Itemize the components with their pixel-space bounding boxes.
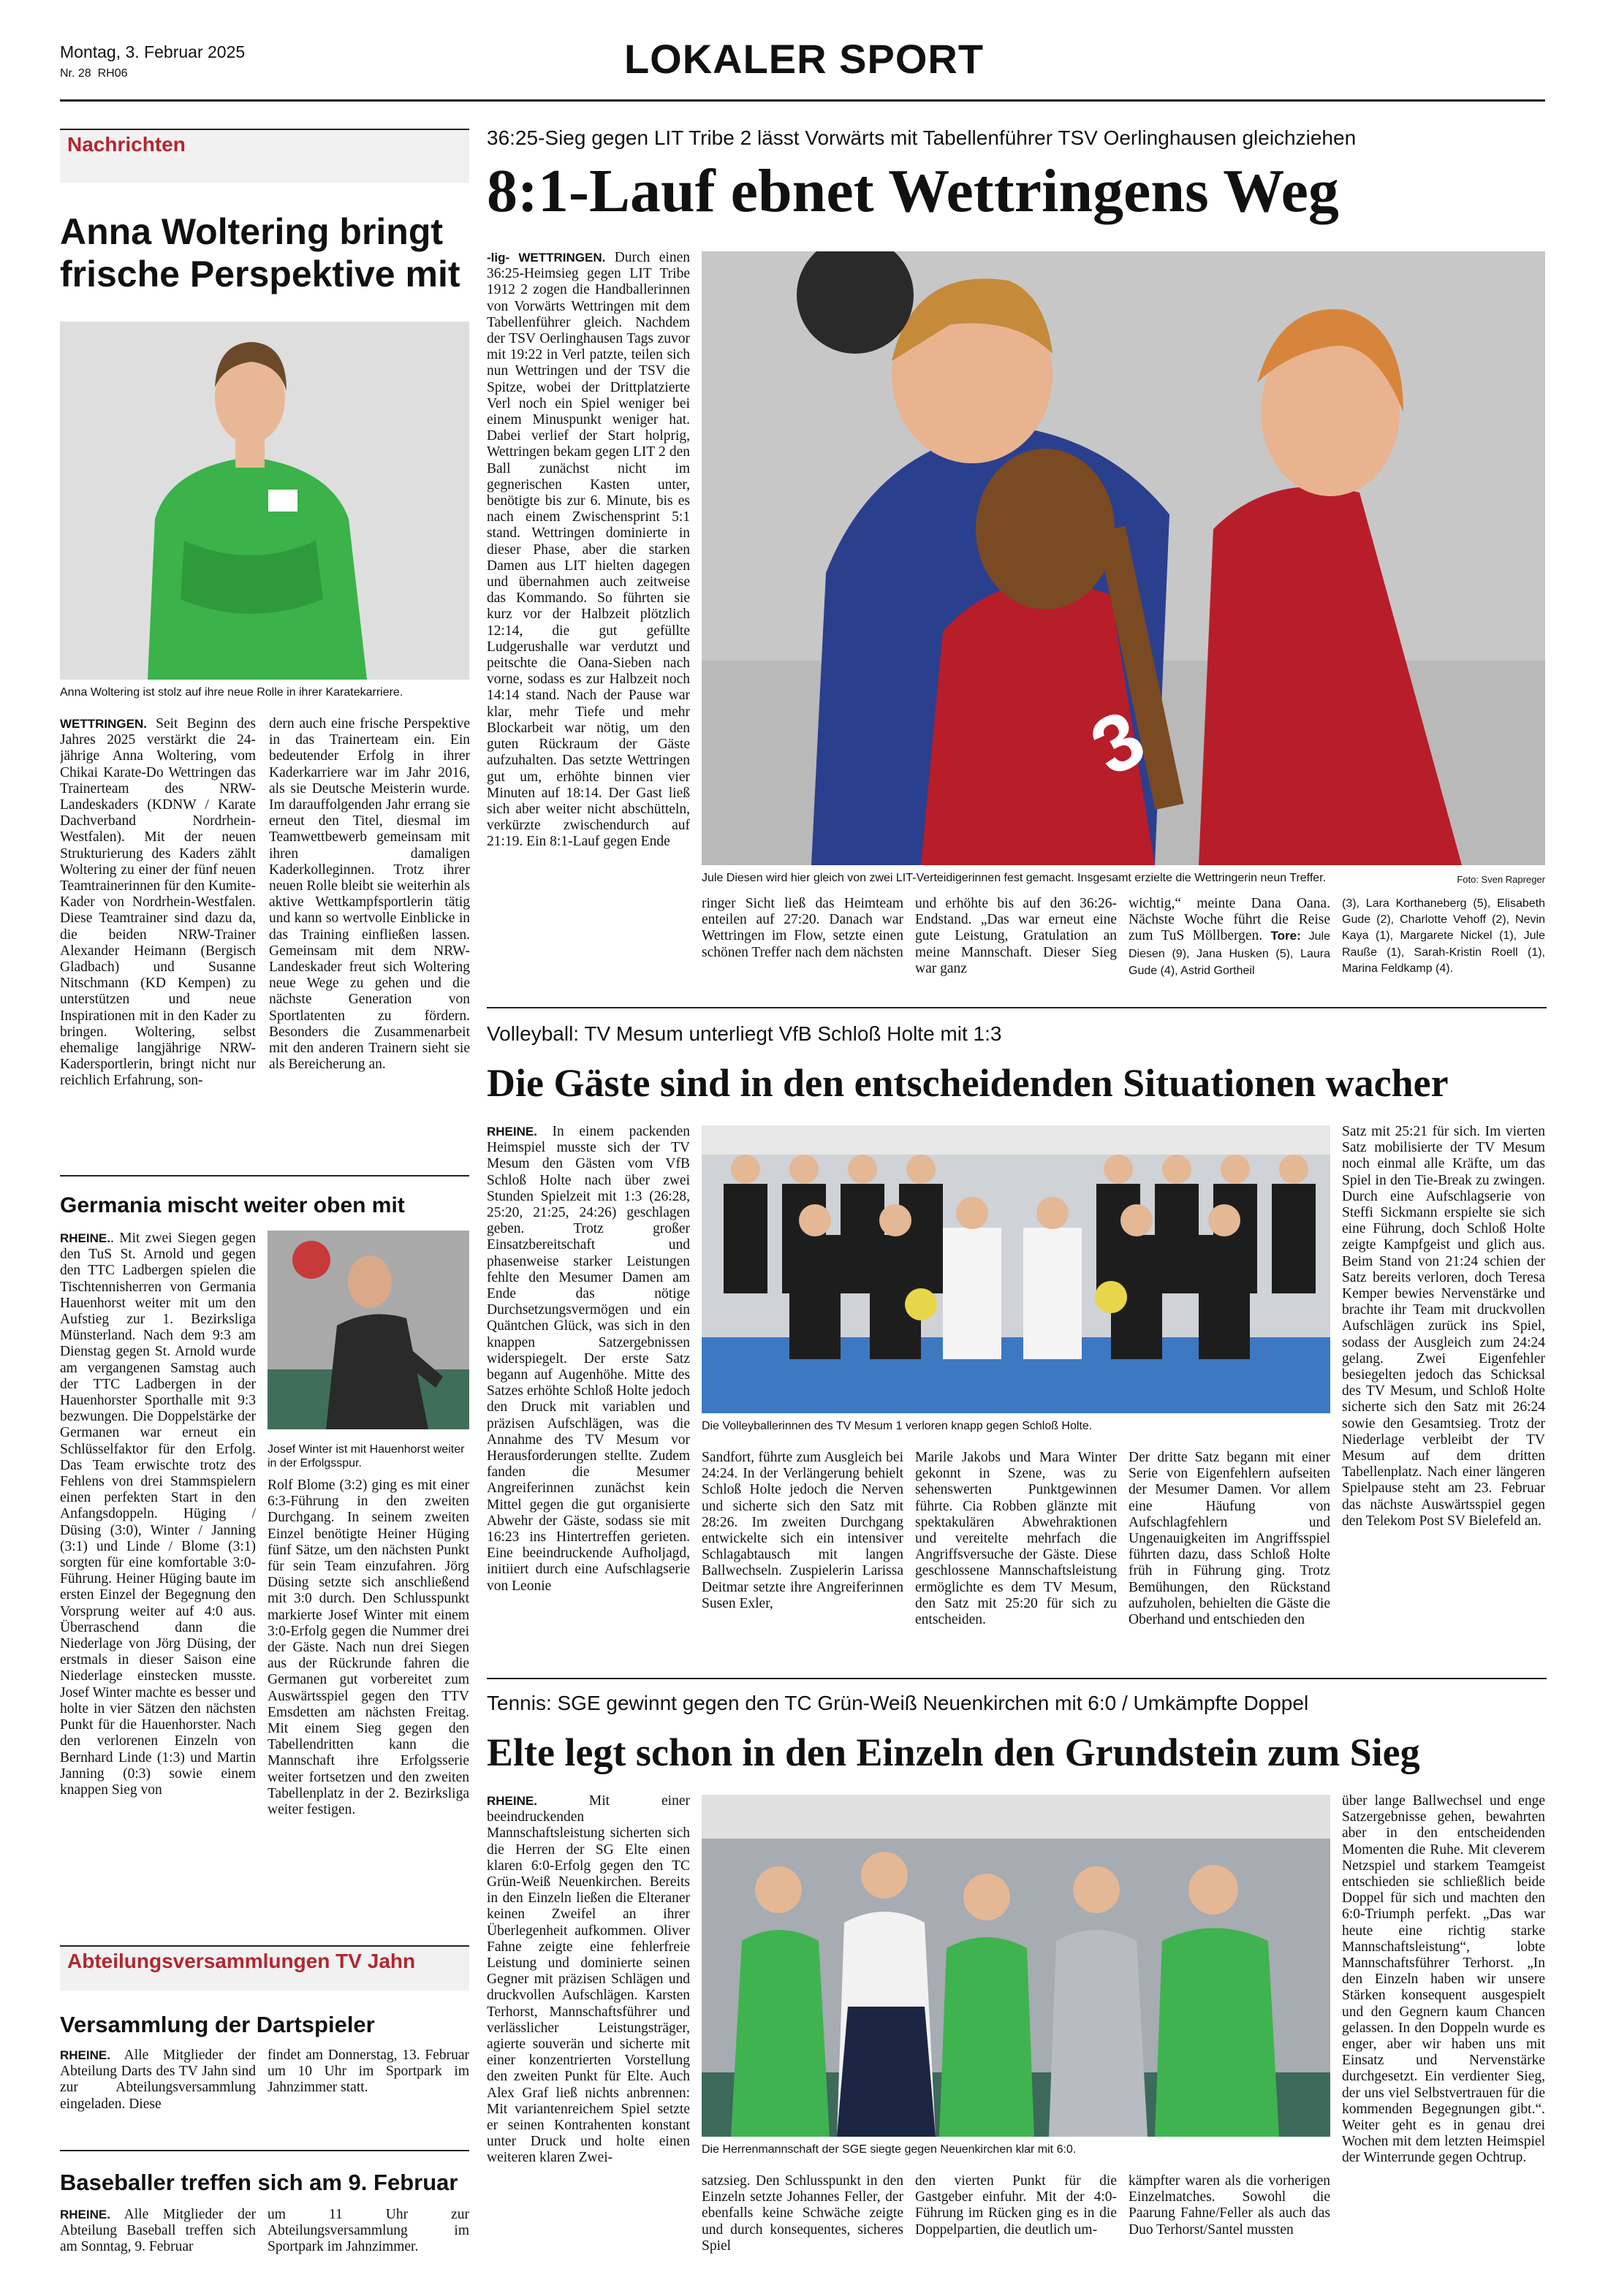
article-body-handball-col3: und erhöhte bis auf den 36:26-Endstand. „Das war erneut eine gute Leistung, Gratulation an meine Mannschaft. Dieser Sieg war ganz bbox=[915, 896, 1117, 976]
article-body-volleyball-col2: Sandfort, führte zum Ausgleich bei 24:24. In der Verlängerung behielt Schloß Holte jedoch die Nerven und sicherte sich den Satz mit 28:26. Im zweiten Durchgang entwickelte sich ein intensiver Schlagabtausch mit langen Ballwechseln. Zuspielerin Larissa Deitmar setzte ihre Angreiferinnen Susen Exler, bbox=[702, 1450, 903, 1611]
article-body-baseball-col1: RHEINE. Alle Mitglieder der Abteilung Baseball treffen sich am Sonntag, 9. Februar bbox=[60, 2207, 256, 2255]
kicker-handball: 36:25-Sieg gegen LIT Tribe 2 lässt Vorwärts mit Tabellenführer TSV Oerlinghausen gleichziehen bbox=[487, 126, 1357, 149]
article-body-tennis-col4: kämpfter waren als die vorherigen Einzelmatches. Sowohl die Paarung Fahne/Feller als auch das Duo Terhorst/Santel mussten bbox=[1129, 2173, 1330, 2238]
photo-anna-woltering bbox=[60, 322, 469, 680]
article-body-volleyball-col5: Satz mit 25:21 für sich. Im vierten Satz mobilisierte der TV Mesum noch einmal alle Kräfte, um das Spiel in den Tie-Break zu zwingen. Durch eine Aufschlagserie von Steffi Sickmann erspielte sie sich eine Führung, doch Schloß Holte zeigte Kampfgeist und glich aus. Beim Stand von 21:24 schien der Satz bereits verloren, doch Teresa Kemper bewies Nervenstärke und brachte ihr Team mit druckvollen Aufschlägen zurück ins Spiel, sodass der Ausgleich zum 24:24 gelang. Zwei Eigenfehler besiegelten jedoch das Schicksal des TV Mesum, und Schloß Holte sicherte sich den Satz mit 26:24 sowie den Gesamtsieg. Trotz der Niederlage verbleibt der TV Mesum auf dem dritten Tabellenplatz. Nach einer längeren Spielpause steht am 23. Februar das nächste Auswärtsspiel gegen den Telekom Post SV Bielefeld an. bbox=[1342, 1124, 1545, 1529]
divider bbox=[487, 1007, 1547, 1008]
article-body-tennis-col1: RHEINE. Mit einer beeindruckenden Mannschaftsleistung sicherten sich die Herren der SG Elte einen klaren 6:0-Erfolg gegen den TC Grün-Weiß Neuenkirchen. Bereits in den Einzeln ließen die Elteraner keinen Zweifel an ihrer Überlegenheit aufkommen. Oliver Fahne zeigte eine fehlerfreie Leistung und dominierte seinen Gegner mit präzisen Schlägen und druckvollen Aufschlägen. Karsten Terhorst, Mannschaftsführer und verlässlicher Leistungsträger, agierte souverän und sicherte mit einer konzentrierten Vorstellung den zweiten Punkt für Elte. Auch Alex Graf ließ nichts anbrennen: Mit variantenreichem Spiel setzte er seinen Kontrahenten konstant unter Druck und holte einen weiteren klaren Zwei- bbox=[487, 1793, 690, 2166]
section-tag-news: Nachrichten bbox=[60, 129, 469, 183]
section-tag-tv-jahn: Abteilungsversammlungen TV Jahn bbox=[60, 1945, 469, 1991]
article-title-baseball: Baseballer treffen sich am 9. Februar bbox=[60, 2170, 458, 2195]
section-title: LOKALER SPORT bbox=[623, 36, 985, 82]
kicker-tennis: Tennis: SGE gewinnt gegen den TC Grün-Weiß Neuenkirchen mit 6:0 / Umkämpfte Doppel bbox=[487, 1692, 1309, 1714]
article-body-baseball-col2: um 11 Uhr zur Abteilungsversammlung im Sportpark im Jahnzimmer. bbox=[268, 2207, 469, 2255]
issue-date: Montag, 3. Februar 2025 bbox=[60, 42, 246, 61]
article-body-tennis-col5: über lange Ballwechsel und enge Satzergebnisse gehen, bewahrten aber in den entscheidenden Momenten die Ruhe. Mit cleverem Netzspiel und starkem Teamgeist entschieden sie schließlich beide Doppel für sich und machten den 6:0-Triumph perfekt. „Das war heute eine richtig starke Mannschaftsleistung“, lobte Mannschaftsführer Terhorst. „In den Einzeln haben wir unsere Stärken konsequent ausgespielt und den Gegnern kaum Chancen gelassen. In den Doppeln wurde es enger, aber wir haben uns mit Einsatz und Nervenstärke durchgesetzt. Ein verdienter Sieg, der uns viel Selbstvertrauen für die kommenden Begegnungen gibt.“. Weiter geht es in genau drei Wochen mit dem letzten Heimspiel der Winterrunde gegen Ochtrup. bbox=[1342, 1793, 1545, 2166]
article-body-volleyball-col4: Der dritte Satz begann mit einer Serie von Eigenfehlern aufseiten der Mesumer Damen. Vor allem eine Häufung von Aufschlagfehlern und Ungenauigkeiten im Angriffsspiel führten dazu, dass Schloß Holte früh in Führung ging. Trotz Bemühungen, den Rückstand aufzuholen, behielten die Gäste die Oberhand und entschieden den bbox=[1129, 1450, 1330, 1628]
article-title-volleyball: Die Gäste sind in den entscheidenden Situationen wacher bbox=[487, 1061, 1449, 1105]
article-title-tennis: Elte legt schon in den Einzeln den Grundstein zum Sieg bbox=[487, 1730, 1420, 1774]
article-body-anna-col2: dern auch eine frische Perspektive in das Trainerteam ein. Ein bedeutender Erfolg in ihrer Kaderkarriere war im Jahr 2016, als sie Deutsche Meisterin wurde. Im darauffolgenden Jahr errang sie erneut den Titel, diesmal im Teamwettbewerb gemeinsam mit ihren damaligen Kaderkolleginnen. Trotz ihrer neuen Rolle bleibt sie weiterhin als aktive Wettkampfsportlerin tätig und kann so wertvolle Einblicke in das Training einfließen lassen. Gemeinsam mit dem NRW-Landeskader freut sich Woltering neue Wege zu gehen und die nächste Generation von Sportlatenten zu fördern. Besonders die Zusammenarbeit mit den anderen Trainern sieht sie als Bereicherung an. bbox=[269, 716, 470, 1073]
article-body-volleyball-col1: RHEINE. In einem packenden Heimspiel musste sich der TV Mesum den Gästen vom VfB Schloß Holte nach über zwei Stunden Spielzeit mit 1:3 (26:28, 25:20, 21:25, 24:26) geschlagen geben. Trotz großer Einsatzbereitschaft und phasenweise starker Leistungen fehlte den Mesumer Damen am Ende das nötige Durchsetzungsvermögen und ein Quäntchen Glück, was sich in den knappen Satzergebnissen widerspiegelt. Der erste Satz begann auf Augenhöhe. Mitte des Satzes erhöhte Schloß Holte jedoch den Druck mit variablen und präzisen Aufschlägen, was die Annahme des TV Mesum vor Herausforderungen stellte. Zudem fanden die Mesumer Angreiferinnen zunächst kein Mittel gegen die gut organisierte Abwehr der Gäste, sodass sie mit 16:23 ins Hintertreffen gerieten. Eine beeindruckende Aufholjagd, initiiert durch eine Aufschlagserie von Leonie bbox=[487, 1124, 690, 1594]
photo-tennis-team bbox=[702, 1795, 1330, 2137]
article-body-handball-col1: -lig- WETTRINGEN. Durch einen 36:25-Heimsieg gegen LIT Tribe 1912 2 zogen die Handballerinnen von Vorwärts Wettringen mit dem Tabellenführer gleich. Nachdem der TSV Oerlinghausen Tags zuvor mit 19:22 in Verl patzte, teilen sich nun Wettringen und der TSV die Spitze, wobei der Drittplatzierte Verl noch ein Spiel weniger bei einem Minuspunkt weniger hat. Dabei verlief der Start holprig, Wettringen bekam gegen LIT 2 den Ball zunächst nicht im gegnerischen Kasten unter, benötigte bis zur 6. Minute, bis es nach einem Zwischensprint 5:1 stand. Wettringen dominierte in dieser Phase, aber die starken Damen aus LIT hielten dagegen und übernahmen auch zeitweise das Kommando. So führten sie kurz vor der Halbzeit plötzlich 12:14, die gut gefüllte Ludgerushalle war verdutzt und peitschte die Oana-Sieben nach vorne, sodass es zur Halbzeit noch 14:14 stand. Nach der Pause war klar, mehr Tiefe und mehr Blockarbeit war nötig, um den guten Rückraum der Gäste aufzuhalten. Das setzte Wettringen gut um, erhöhte binnen vier Minuten auf 18:14. Der Gast ließ sich aber weiter nicht abschütteln, verkürzte zwischendurch auf 21:19. Ein 8:1-Lauf gegen Ende bbox=[487, 250, 690, 850]
caption-volleyball: Die Volleyballerinnen des TV Mesum 1 verloren knapp gegen Schloß Holte. bbox=[702, 1420, 1093, 1432]
article-body-germania-col2: Rolf Blome (3:2) ging es mit einer 6:3-Führung in den zweiten Durchgang. In seinem zweiten Einzel benötigte Heiner Hüging fünf Sätze, um den nächsten Punkt für sein Team einzufahren. Jörg Düsing setzte sich anschließend mit 3:0 durch. Den Schlusspunkt markierte Josef Winter mit einem 3:0-Erfolg gegen die Nummer drei der Gäste. Nach nun drei Siegen aus der Rückrunde fahren die Germanen gut vorbereitet zum Auswärtsspiel gegen den TTV Emsdetten am nächsten Freitag. Mit einem Sieg gegen den Tabellendritten kann die Mannschaft ihre Erfolgsserie weiter fortsetzen und den zweiten Tabellenplatz in der 2. Bezirksliga weiter festigen. bbox=[268, 1478, 469, 1818]
photo-volleyball-team bbox=[702, 1125, 1330, 1413]
article-body-germania-col1: RHEINE.. Mit zwei Siegen gegen den TuS St. Arnold und gegen den TTC Ladbergen spielen die Tischtennisherren von Germania Hauenhorst weiter mit um den Aufstieg zur 1. Bezirksliga Münsterland. Nach dem 9:3 am Dienstag gegen St. Arnold wurde am vergangenen Samstag auch der TTC Ladbergen in der Hauenhorster Sporthalle mit 9:3 bezwungen. Die Doppelstärke der Germanen war erneut ein Schlüsselfaktor für den Erfolg. Das Team erwischte trotz des Fehlens von drei Stammspielern einen perfekten Start in den Anfangsdoppeln. Hüging / Düsing (3:0), Winter / Janning (3:1) und Linde / Blome (3:1) sorgten für eine komfortable 3:0-Führung. Heiner Hüging baute im ersten Einzel der Begegnung den Vorsprung weiter auf 4:0 aus. Überraschend dann die Niederlage von Jörg Düsing, der erstmals in dieser Saison eine Niederlage einstecken musste. Josef Winter machte es besser und holte in vier Sätzen den nächsten Punkt für die Hauenhorster. Nach den verlorenen Einzeln von Bernhard Linde (1:3) und Martin Janning (0:3) sowie einem knappen Sieg von bbox=[60, 1231, 256, 1798]
caption-tennis: Die Herrenmannschaft der SGE siegte gegen Neuenkirchen klar mit 6:0. bbox=[702, 2143, 1077, 2156]
divider bbox=[487, 1678, 1547, 1679]
article-title-germania: Germania mischt weiter oben mit bbox=[60, 1193, 405, 1217]
article-body-darts-col1: RHEINE. Alle Mitglieder der Abteilung Darts des TV Jahn sind zur Abteilungsversammlung eingeladen. Diese bbox=[60, 2048, 256, 2112]
article-body-darts-col2: findet am Donnerstag, 13. Februar um 10 Uhr im Sportpark im Jahnzimmer statt. bbox=[268, 2048, 469, 2096]
header-rule bbox=[60, 99, 1545, 102]
article-body-tennis-col2: satzsieg. Den Schlusspunkt in den Einzeln setzte Johannes Feller, der ebenfalls keine Schwäche zeigte und durch konsequentes, sicheres Spiel bbox=[702, 2173, 903, 2254]
edition-code: RH06 bbox=[97, 67, 128, 80]
article-title-anna: Anna Woltering bringt frische Perspektive mit bbox=[60, 211, 460, 294]
article-body-anna-col1: WETTRINGEN. Seit Beginn des Jahres 2025 verstärkt die 24-jährige Anna Woltering, vom Chikai Karate-Do Wettringen das Trainerteam des NRW-Landeskaders (KDNW / Karate Dachverband Nordrhein-Westfalen). Mit der neuen Strukturierung des Kaders zählt Woltering zu einer der fünf neuen Teamtrainerinnen für den Kumite-Kader von Nordrhein-Westfalen. Diese Teamtrainer sind dazu da, die beiden NRW-Trainer Alexander Heimann (Bergisch Gladbach) und Susanne Nitschmann (KD Kempen) zu unterstützen und neue Inspirationen mit in den Kader zu bringen. Woltering, selbst ehemalige langjährige NRW-Kadersportlerin, bringt nicht nur reichlich Erfahrung, son- bbox=[60, 716, 256, 1089]
photo-josef-winter bbox=[268, 1231, 469, 1429]
issue-number: Nr. 28 bbox=[60, 67, 91, 80]
article-title-handball: 8:1-Lauf ebnet Wettringens Weg bbox=[487, 157, 1339, 225]
divider bbox=[60, 2150, 469, 2151]
article-body-handball-col2: ringer Sicht ließ das Heimteam enteilen auf 27:20. Danach war Wettringen im Flow, setzte einen schönen Treffer nach dem nächsten bbox=[702, 896, 903, 960]
divider bbox=[60, 1175, 469, 1176]
article-body-handball-col4: wichtig,“ meinte Dana Oana. Nächste Woche führt die Reise zum TuS Möllbergen. Tore: Jule Diesen (9), Jana Husken (5), Laura Gude (4), Astrid Gortheil bbox=[1129, 896, 1330, 977]
caption-anna: Anna Woltering ist stolz auf ihre neue Rolle in ihrer Karatekarriere. bbox=[60, 686, 403, 699]
photo-credit-handball: Foto: Sven Rapreger bbox=[1457, 874, 1545, 885]
article-title-darts: Versammlung der Dartspieler bbox=[60, 2012, 375, 2037]
caption-handball: Jule Diesen wird hier gleich von zwei LIT-Verteidigerinnen fest gemacht. Insgesamt erzielte die Wettringerin neun Treffer. bbox=[702, 872, 1327, 884]
article-body-handball-col5: (3), Lara Korthaneberg (5), Elisabeth Gude (2), Charlotte Vehoff (2), Nevin Kaya (1), Margarete Nickel (1), Jule Rauße (1), Sarah-Kristin Roell (1), Marina Feldkamp (4). bbox=[1342, 897, 1545, 975]
caption-germania: Josef Winter ist mit Hauenhorst weiter in der Erfolgsspur. bbox=[268, 1443, 465, 1470]
svg-text:3: 3 bbox=[1077, 692, 1159, 794]
article-body-tennis-col3: den vierten Punkt für die Gastgeber einfuhr. Mit der 4:0-Führung im Rücken ging es in die Doppelpartien, die deutlich um- bbox=[915, 2173, 1117, 2238]
article-body-volleyball-col3: Marile Jakobs und Mara Winter gekonnt in Szene, was zu sehenswerten Punktgewinnen führte. Cia Robben glänzte mit spektakulären Abwehraktionen und vereitelte mehrfach die Angriffsversuche der Gäste. Diese geschlossene Mannschaftsleistung ermöglichte es dem TV Mesum, den Satz mit 25:20 für sich zu entscheiden. bbox=[915, 1450, 1117, 1628]
kicker-volleyball: Volleyball: TV Mesum unterliegt VfB Schloß Holte mit 1:3 bbox=[487, 1022, 1002, 1045]
photo-handball bbox=[702, 251, 1545, 865]
